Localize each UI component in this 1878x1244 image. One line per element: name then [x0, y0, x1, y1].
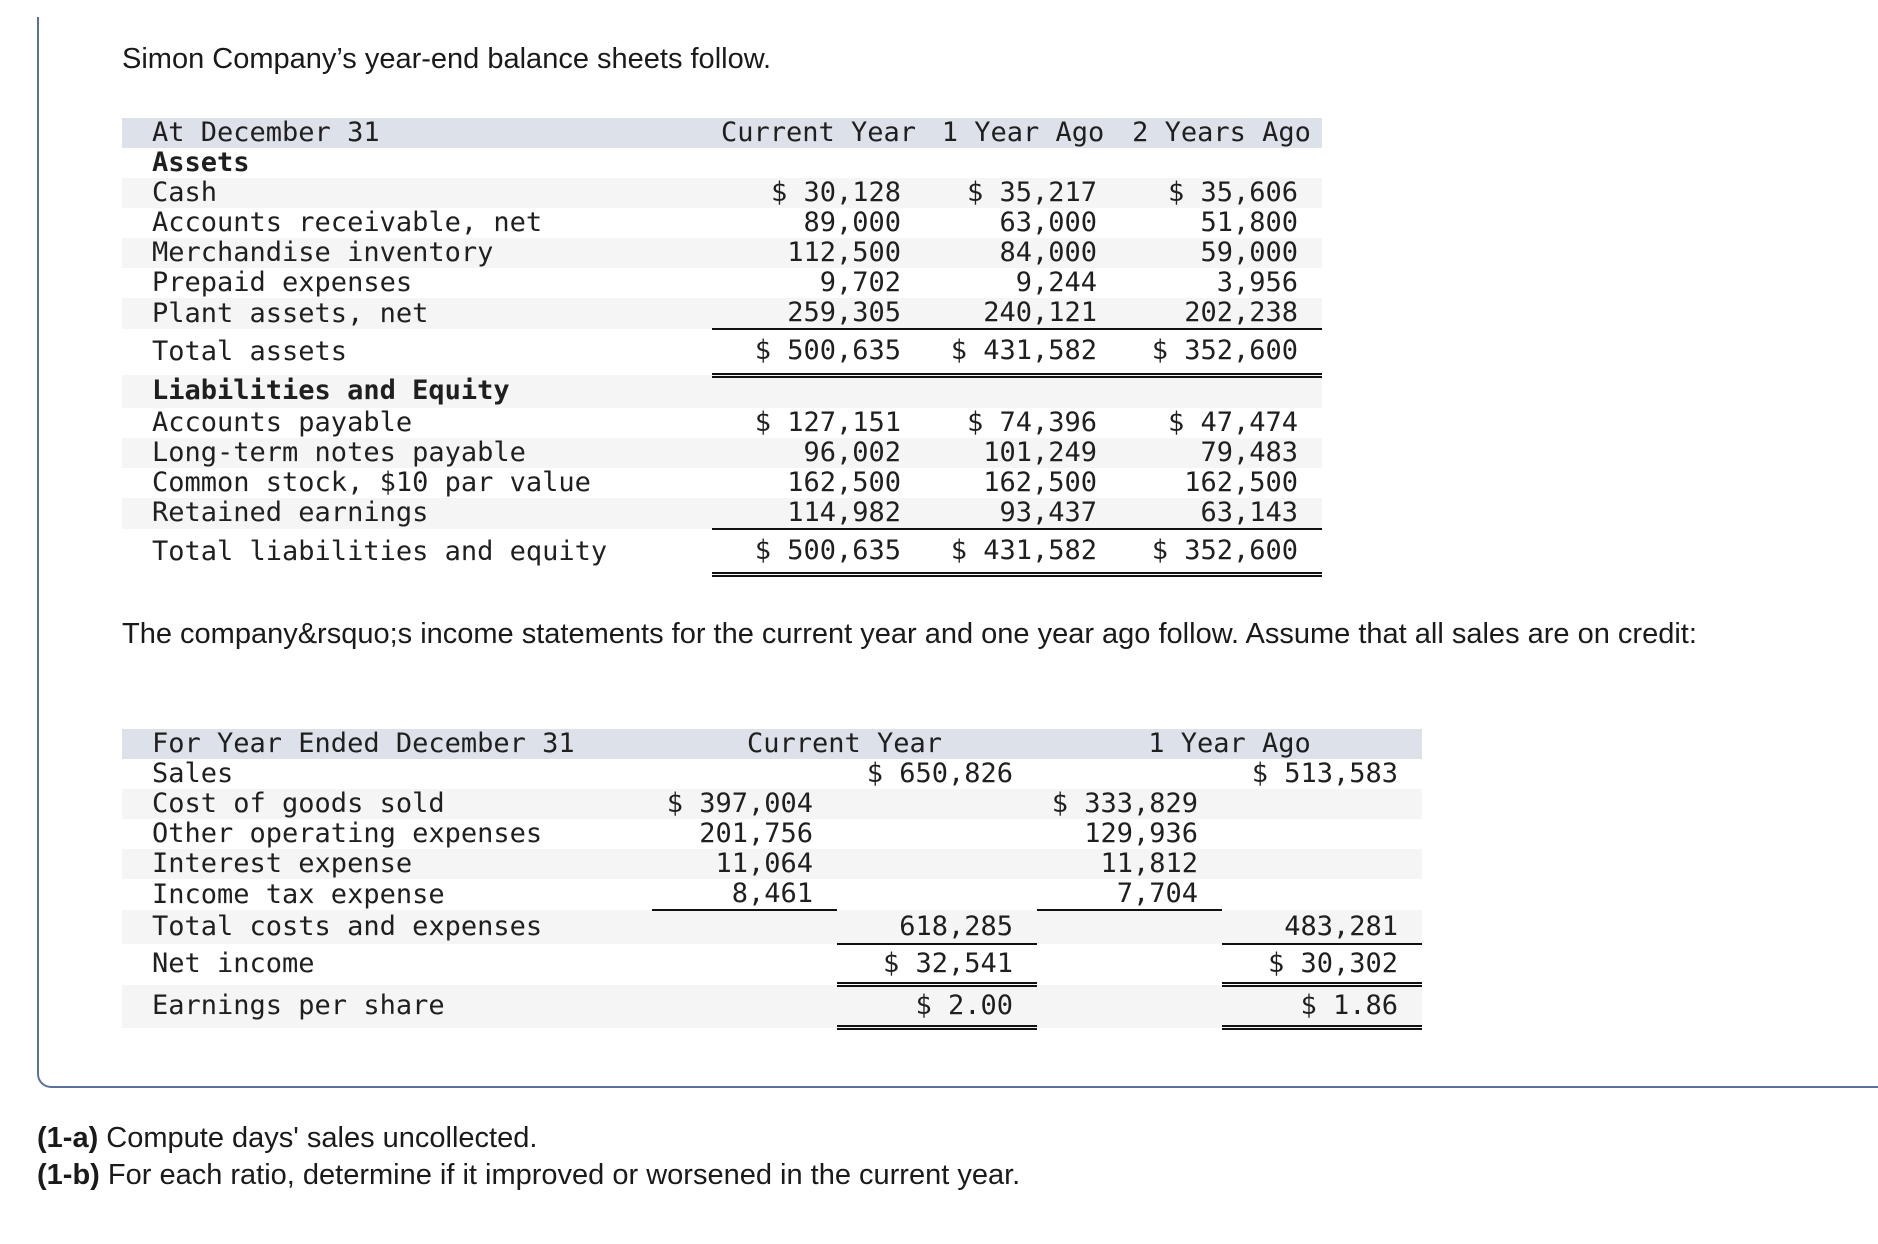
liabilities-heading: Liabilities and Equity	[122, 375, 712, 408]
assets-heading-row	[122, 148, 1322, 178]
table-row: Long-term notes payable 96,002 101,249 79,483	[122, 438, 1322, 468]
total-assets-row: Total assets $ 500,635 $ 431,582 $ 352,600	[122, 329, 1322, 375]
question-1b: (1-b) For each ratio, determine if it improved or worsened in the current year.	[37, 1159, 1021, 1191]
question-1a: (1-a) Compute days' sales uncollected.	[37, 1122, 538, 1154]
is-header-current: Current Year	[652, 729, 1037, 759]
table-row: Interest expense 11,064 11,812	[122, 849, 1422, 879]
table-row: Accounts receivable, net 89,000 63,000 51,800	[152, 207, 1298, 238]
assets-heading: Assets	[152, 147, 250, 178]
table-row: Prepaid expenses 9,702 9,244 3,956	[152, 267, 1298, 298]
total-costs-row: Total costs and expenses 618,285 483,281	[122, 910, 1422, 944]
balance-sheet-header	[122, 118, 1322, 148]
liabilities-heading-row	[122, 375, 1322, 408]
bs-header-1yr: 1 Year Ago	[925, 118, 1121, 148]
table-row: Income tax expense 8,461 7,704	[122, 879, 1422, 910]
bs-header-current: Current Year	[712, 118, 925, 148]
total-liabilities-row: Total liabilities and equity $ 500,635 $ 431,582 $ 352,600	[122, 529, 1322, 575]
income-statement-header	[122, 729, 1422, 759]
table-row: Plant assets, net 259,305 240,121 202,238	[122, 298, 1322, 329]
table-row: Retained earnings 114,982 93,437 63,143	[122, 498, 1322, 529]
eps-row: Earnings per share $ 2.00 $ 1.86	[122, 985, 1422, 1028]
income-intro-text: The company&rsquo;s income statements for the current year and one year ago follow. Assume that all sales are on credit:	[122, 618, 1697, 650]
intro-text: Simon Company’s year-end balance sheets follow.	[122, 43, 772, 75]
table-row: Other operating expenses 201,756 129,936	[152, 818, 1198, 849]
bs-header-2yr: 2 Years Ago	[1121, 118, 1322, 148]
questions	[37, 1120, 1020, 1194]
net-income-row: Net income $ 32,541 $ 30,302	[122, 944, 1422, 985]
table-row: Common stock, $10 par value 162,500 162,500 162,500	[152, 466, 1298, 498]
table-row: Accounts payable $ 127,151 $ 74,396 $ 47,474	[152, 406, 1298, 438]
sales-row: Sales $ 650,826 $ 513,583	[152, 758, 1398, 789]
table-row: Cash $ 30,128 $ 35,217 $ 35,606	[122, 178, 1322, 208]
is-header-prior: 1 Year Ago	[1037, 729, 1422, 759]
table-row: Cost of goods sold $ 397,004 $ 333,829	[122, 789, 1422, 819]
table-row: Merchandise inventory 112,500 84,000 59,000	[122, 238, 1322, 268]
income-statement-table	[122, 729, 1422, 1030]
balance-sheet-table	[122, 118, 1322, 577]
is-header-label: For Year Ended December 31	[122, 729, 652, 759]
bs-header-label: At December 31	[122, 118, 712, 148]
